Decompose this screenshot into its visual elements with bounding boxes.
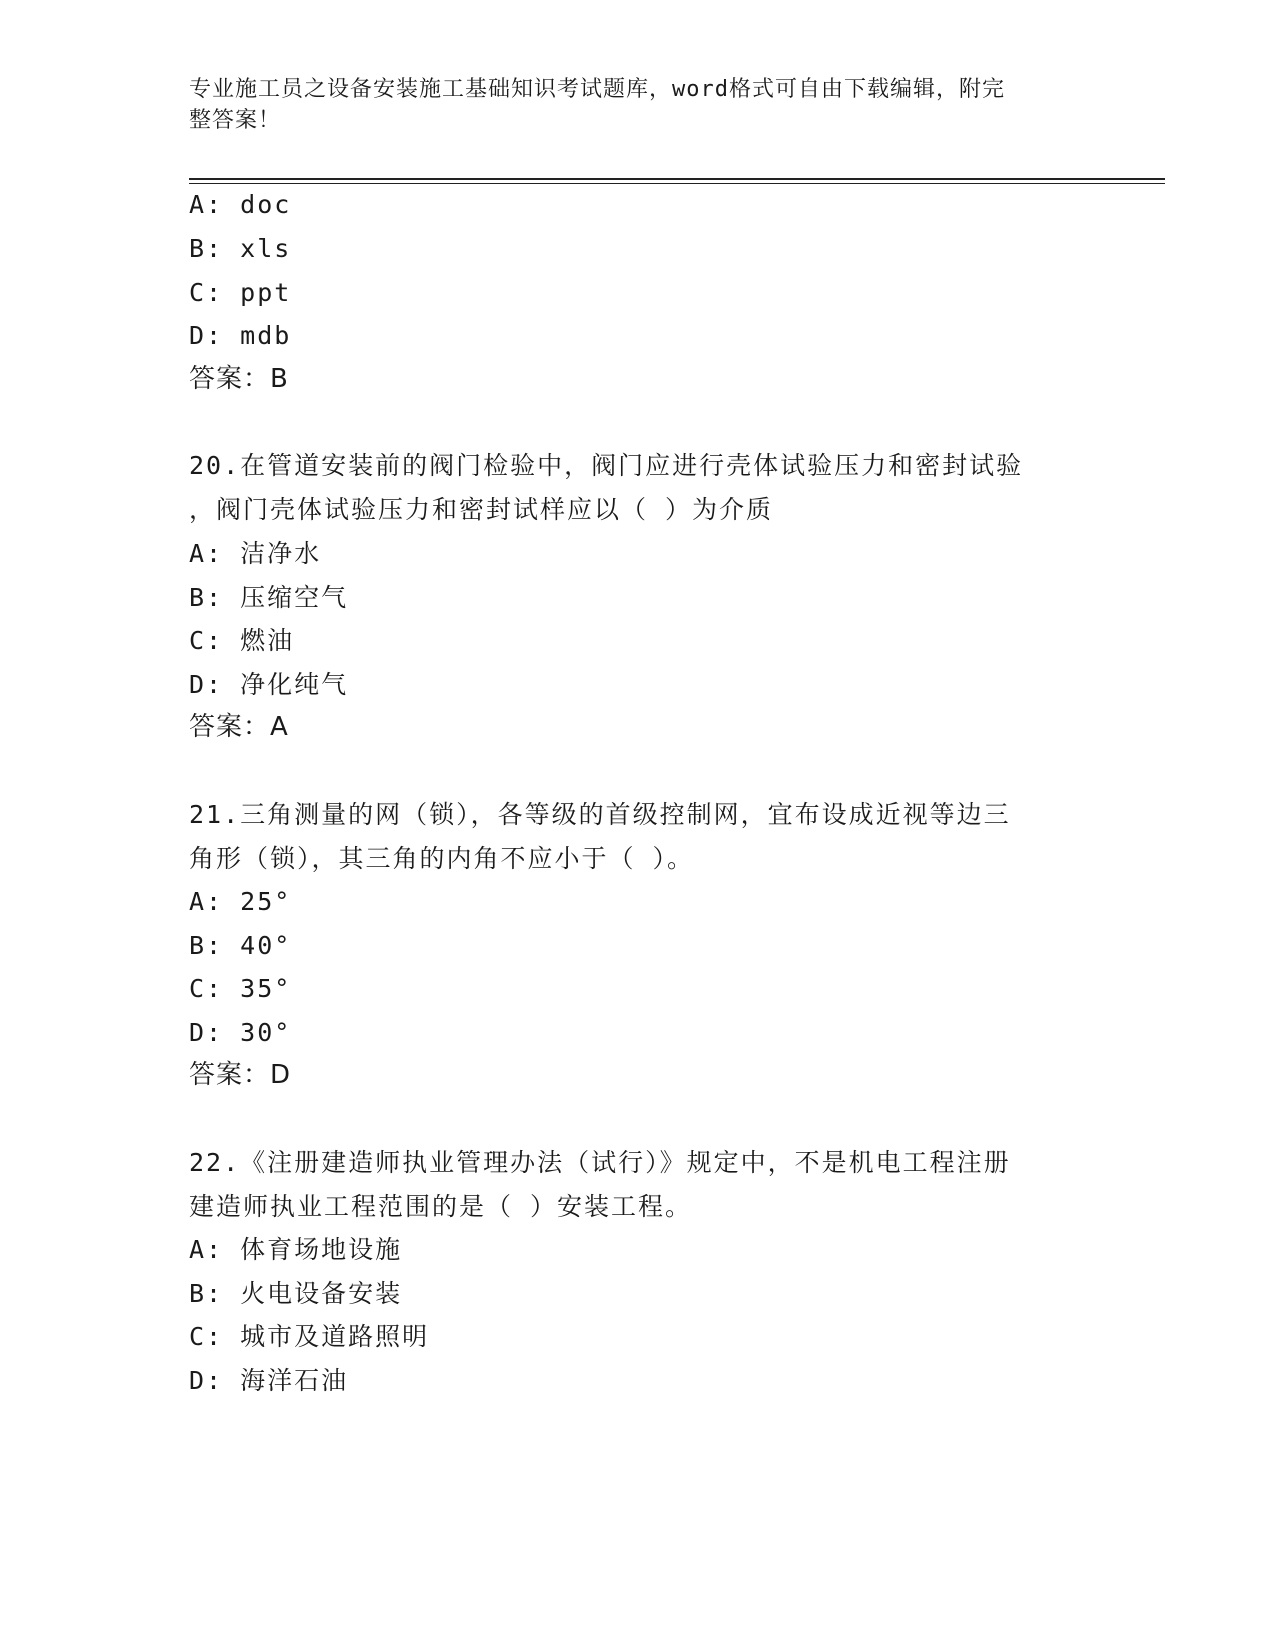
question-21-option-c: C: 35°	[189, 974, 292, 1003]
question-20-option-c: C: 燃油	[189, 626, 295, 655]
question-20-stem-line-2: ，阀门壳体试验压力和密封试样应以（ ）为介质	[189, 495, 774, 524]
header-line-1: 专业施工员之设备安装施工基础知识考试题库，word格式可自由下载编辑，附完	[189, 77, 1005, 102]
question-20-option-b: B: 压缩空气	[189, 583, 349, 612]
question-21-option-d: D: 30°	[189, 1018, 292, 1047]
option-c: C: ppt	[189, 278, 292, 307]
question-21-stem-line-2: 角形（锁），其三角的内角不应小于（ ）。	[189, 844, 695, 873]
document-header	[189, 74, 1089, 136]
answer-line: 答案：B	[189, 364, 289, 394]
question-20-option-d: D: 净化纯气	[189, 670, 349, 699]
question-22-option-b: B: 火电设备安装	[189, 1279, 403, 1308]
question-20-option-a: A: 洁净水	[189, 539, 322, 568]
option-d: D: mdb	[189, 321, 292, 350]
option-b: B: xls	[189, 234, 292, 263]
question-22-option-d: D: 海洋石油	[189, 1366, 349, 1395]
question-21-option-b: B: 40°	[189, 931, 292, 960]
header-line-2: 整答案！	[189, 108, 282, 133]
header-divider-thick	[189, 178, 1165, 180]
question-22-option-c: C: 城市及道路照明	[189, 1322, 430, 1351]
question-21-answer: 答案：D	[189, 1060, 292, 1090]
question-22-stem-line-1: 22.《注册建造师执业管理办法（试行）》规定中，不是机电工程注册	[189, 1148, 1011, 1177]
option-a: A: doc	[189, 190, 292, 219]
question-20-stem-line-1: 20.在管道安装前的阀门检验中，阀门应进行壳体试验压力和密封试验	[189, 451, 1024, 480]
question-21-option-a: A: 25°	[189, 887, 292, 916]
question-22-stem-line-2: 建造师执业工程范围的是（ ）安装工程。	[189, 1192, 693, 1221]
header-divider-thin	[189, 183, 1165, 184]
question-21-stem-line-1: 21.三角测量的网（锁），各等级的首级控制网，宜布设成近视等边三	[189, 800, 1011, 829]
question-22-option-a: A: 体育场地设施	[189, 1235, 403, 1264]
question-20-answer: 答案：A	[189, 712, 289, 742]
